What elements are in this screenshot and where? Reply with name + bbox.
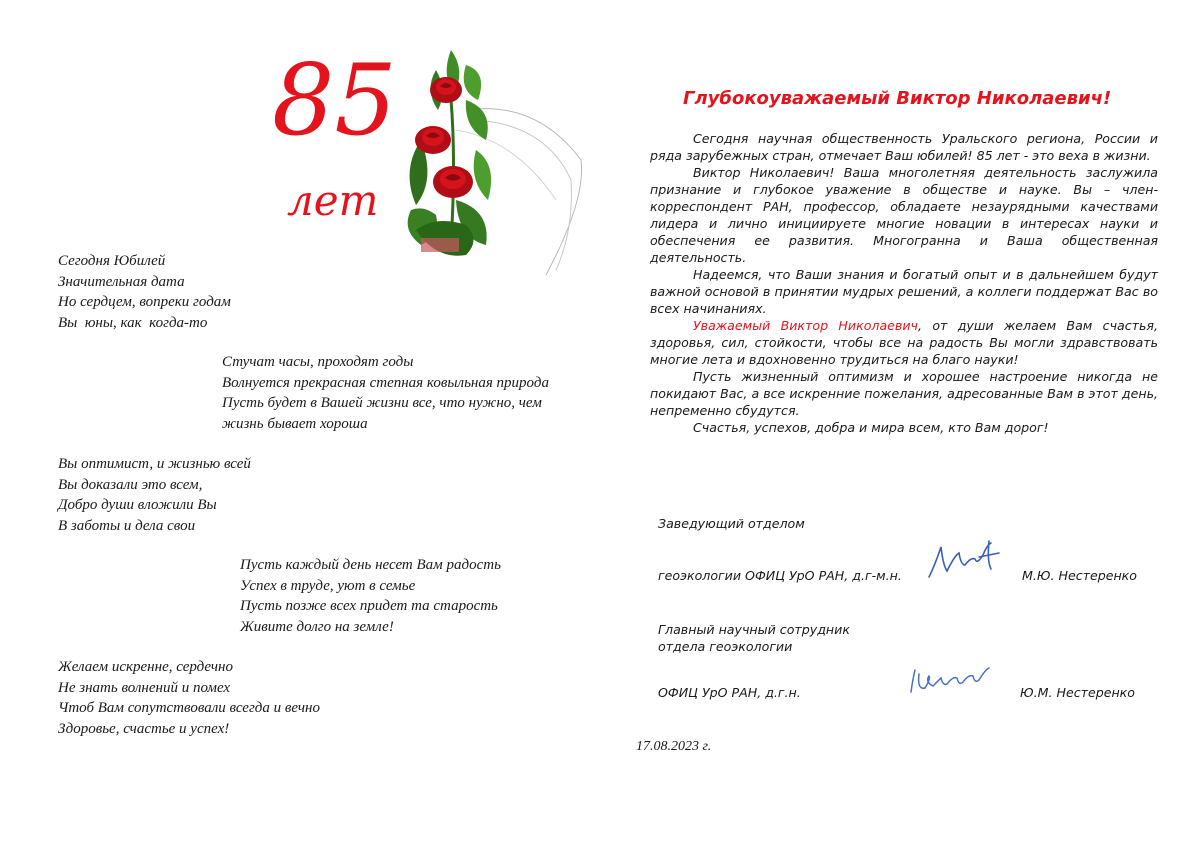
- poem-line: Живите долго на земле!: [240, 618, 394, 635]
- letter-paragraph-4-text: , от души желаем Вам счастья, здоровья, сил, стойкости, чтобы все на радость Вы могли здравствовать многие лета и вдохновенно трудиться на благо науки!: [650, 318, 1158, 367]
- rose-top: [430, 77, 462, 103]
- poem-line: Чтоб Вам сопутствовали всегда и вечно: [58, 700, 320, 716]
- poem-line: жизнь бывает хороша: [222, 415, 368, 432]
- poem-stanza-3: [58, 454, 251, 536]
- signer-1-title: Заведующий отделом: [658, 516, 805, 531]
- signature-1-handwritten: [925, 535, 1005, 583]
- poem-line: Успех в труде, уют в семье: [240, 577, 416, 594]
- poem-stanza-2: [222, 352, 549, 434]
- poem-line: Пусть позже всех придет та старость: [240, 598, 498, 614]
- letter-paragraph-6: Счастья, успехов, добра и мира всем, кто Вам дорог!: [693, 420, 1049, 435]
- signer-1-name: М.Ю. Нестеренко: [1022, 568, 1137, 583]
- poem-line: Желаем искренне, сердечно: [58, 659, 233, 675]
- rose-bottom: [433, 166, 473, 198]
- poem-line: Добро души вложили Вы: [58, 497, 217, 513]
- poem-stanza-4: [240, 555, 501, 637]
- poem-stanza-1: [58, 251, 231, 333]
- poem-line: Сегодня Юбилей: [58, 253, 166, 269]
- signer-2-name: Ю.М. Нестеренко: [1020, 685, 1135, 700]
- signer-1-affiliation: геоэкологии ОФИЦ УрО РАН, д.г-м.н.: [658, 568, 902, 583]
- signer-2-affiliation: ОФИЦ УрО РАН, д.г.н.: [658, 685, 801, 700]
- document-date: 17.08.2023 г.: [636, 739, 712, 754]
- poem-line: В заботы и дела свои: [58, 517, 196, 534]
- rose-middle: [415, 126, 451, 154]
- signature-2-handwritten: [905, 660, 995, 700]
- signer-2-title: Главный научный сотрудник: [658, 622, 850, 637]
- roses-bouquet-image: [396, 40, 596, 280]
- poem-line: Вы юны, как когда-то: [58, 314, 208, 331]
- poem-line: Стучат часы, проходят годы: [222, 354, 414, 370]
- letter-paragraph-5: Пусть жизненный оптимизм и хорошее настроение никогда не покидают Вас, а все искренние пожелания, адресованные Вам в этот день, непременно сбудутся.: [650, 369, 1158, 418]
- letter-paragraph-4: [650, 317, 1158, 368]
- poem-line: Волнуется прекрасная степная ковыльная природа: [222, 374, 549, 391]
- poem-line: Не знать волнений и помех: [58, 679, 231, 696]
- poem-line: Вы доказали это всем,: [58, 476, 203, 493]
- poem-line: Вы оптимист, и жизнью всей: [58, 456, 251, 472]
- age-number: 85: [272, 44, 397, 158]
- letter-paragraph-3: Надеемся, что Ваши знания и богатый опыт и в дальнейшем будут важной основой в принятии мудрых решений, а коллеги поддержат Вас во всех начинаниях.: [650, 267, 1158, 316]
- poem-line: Пусть каждый день несет Вам радость: [240, 557, 501, 573]
- addressee-name: Уважаемый Виктор Николаевич: [693, 318, 918, 333]
- letter-body: [650, 130, 1158, 436]
- letter-paragraph-2: Виктор Николаевич! Ваша многолетняя деятельность заслужила признание и глубокое уважение в обществе и науке. Вы – член-корреспондент РАН, профессор, обладаете незаурядными качествами лидера и лично инициируете многие новации в интересах науки и обеспечения ее развития. Многогранна и Ваша общественная деятельность.: [650, 165, 1158, 265]
- poem-line: Пусть будет в Вашей жизни все, что нужно, чем: [222, 395, 542, 411]
- letter-greeting: Глубокоуважаемый Виктор Николаевич!: [683, 88, 1112, 109]
- signer-2-department: отдела геоэкологии: [658, 639, 793, 654]
- poem-line: Здоровье, счастье и успех!: [58, 720, 230, 737]
- poem-line: Но сердцем, вопреки годам: [58, 294, 231, 310]
- poem-line: Значительная дата: [58, 273, 185, 290]
- age-unit-label: лет: [287, 176, 379, 225]
- poem-stanza-5: [58, 657, 320, 739]
- letter-paragraph-1: Сегодня научная общественность Уральского региона, России и ряда зарубежных стран, отмечает Ваш юбилей! 85 лет - это веха в жизни.: [650, 131, 1158, 163]
